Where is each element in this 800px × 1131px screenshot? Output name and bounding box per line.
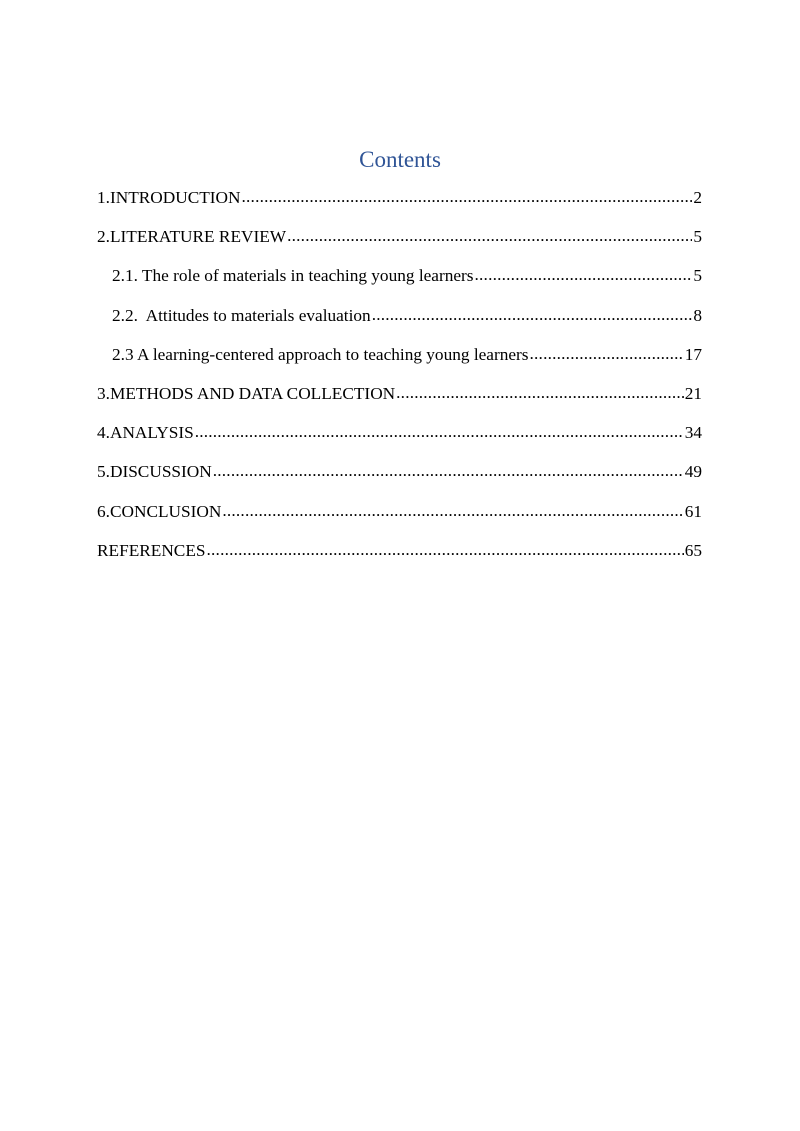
toc-entry-methods[interactable] [97, 382, 702, 421]
toc-entry-title: 2.1. The role of materials in teaching young learners [112, 266, 474, 286]
toc-entry-title: 5.DISCUSSION [97, 462, 212, 482]
toc-entry-references[interactable] [97, 539, 702, 578]
toc-entry-title: 1.INTRODUCTION [97, 188, 241, 207]
toc-entry-literature-review[interactable] [97, 225, 702, 264]
table-of-contents [97, 186, 702, 578]
toc-entry-title: 2.LITERATURE REVIEW [97, 227, 287, 247]
toc-dot-leader [475, 264, 693, 287]
toc-dot-leader [372, 304, 693, 327]
toc-entry-introduction[interactable] [97, 186, 702, 225]
toc-page-number: 5 [693, 227, 702, 247]
toc-entry-analysis[interactable] [97, 421, 702, 460]
toc-page-number: 17 [684, 344, 702, 364]
toc-dot-leader [287, 225, 692, 248]
toc-dot-leader [530, 343, 684, 366]
toc-entry-title: 2.2. Attitudes to materials evaluation [112, 305, 371, 325]
toc-dot-leader [195, 421, 684, 444]
toc-entry-title: REFERENCES [97, 540, 206, 560]
toc-entry-attitudes-evaluation[interactable] [97, 304, 702, 343]
toc-entry-role-of-materials[interactable] [97, 264, 702, 303]
toc-entry-discussion[interactable] [97, 460, 702, 499]
toc-dot-leader [396, 382, 684, 405]
toc-heading: Contents [359, 147, 441, 172]
toc-entry-title: 4.ANALYSIS [97, 423, 194, 443]
toc-page-number: 61 [684, 501, 702, 521]
toc-page-number: 5 [693, 266, 702, 286]
toc-dot-leader [207, 539, 684, 562]
toc-dot-leader [213, 460, 684, 483]
toc-page-number: 21 [684, 383, 702, 403]
toc-entry-learning-centered-approach[interactable] [97, 343, 702, 382]
toc-dot-leader [222, 500, 683, 523]
toc-dot-leader [242, 186, 693, 209]
toc-page-number: 8 [693, 305, 702, 325]
toc-page-number: 65 [684, 540, 702, 560]
toc-page-number: 34 [684, 423, 702, 443]
toc-entry-title: 2.3 A learning-centered approach to teaching young learners [112, 344, 529, 364]
toc-entry-title: 6.CONCLUSION [97, 501, 222, 521]
toc-entry-conclusion[interactable] [97, 500, 702, 539]
toc-page-number: 2 [693, 188, 702, 207]
toc-entry-title: 3.METHODS AND DATA COLLECTION [97, 383, 396, 403]
toc-page-number: 49 [684, 462, 702, 482]
